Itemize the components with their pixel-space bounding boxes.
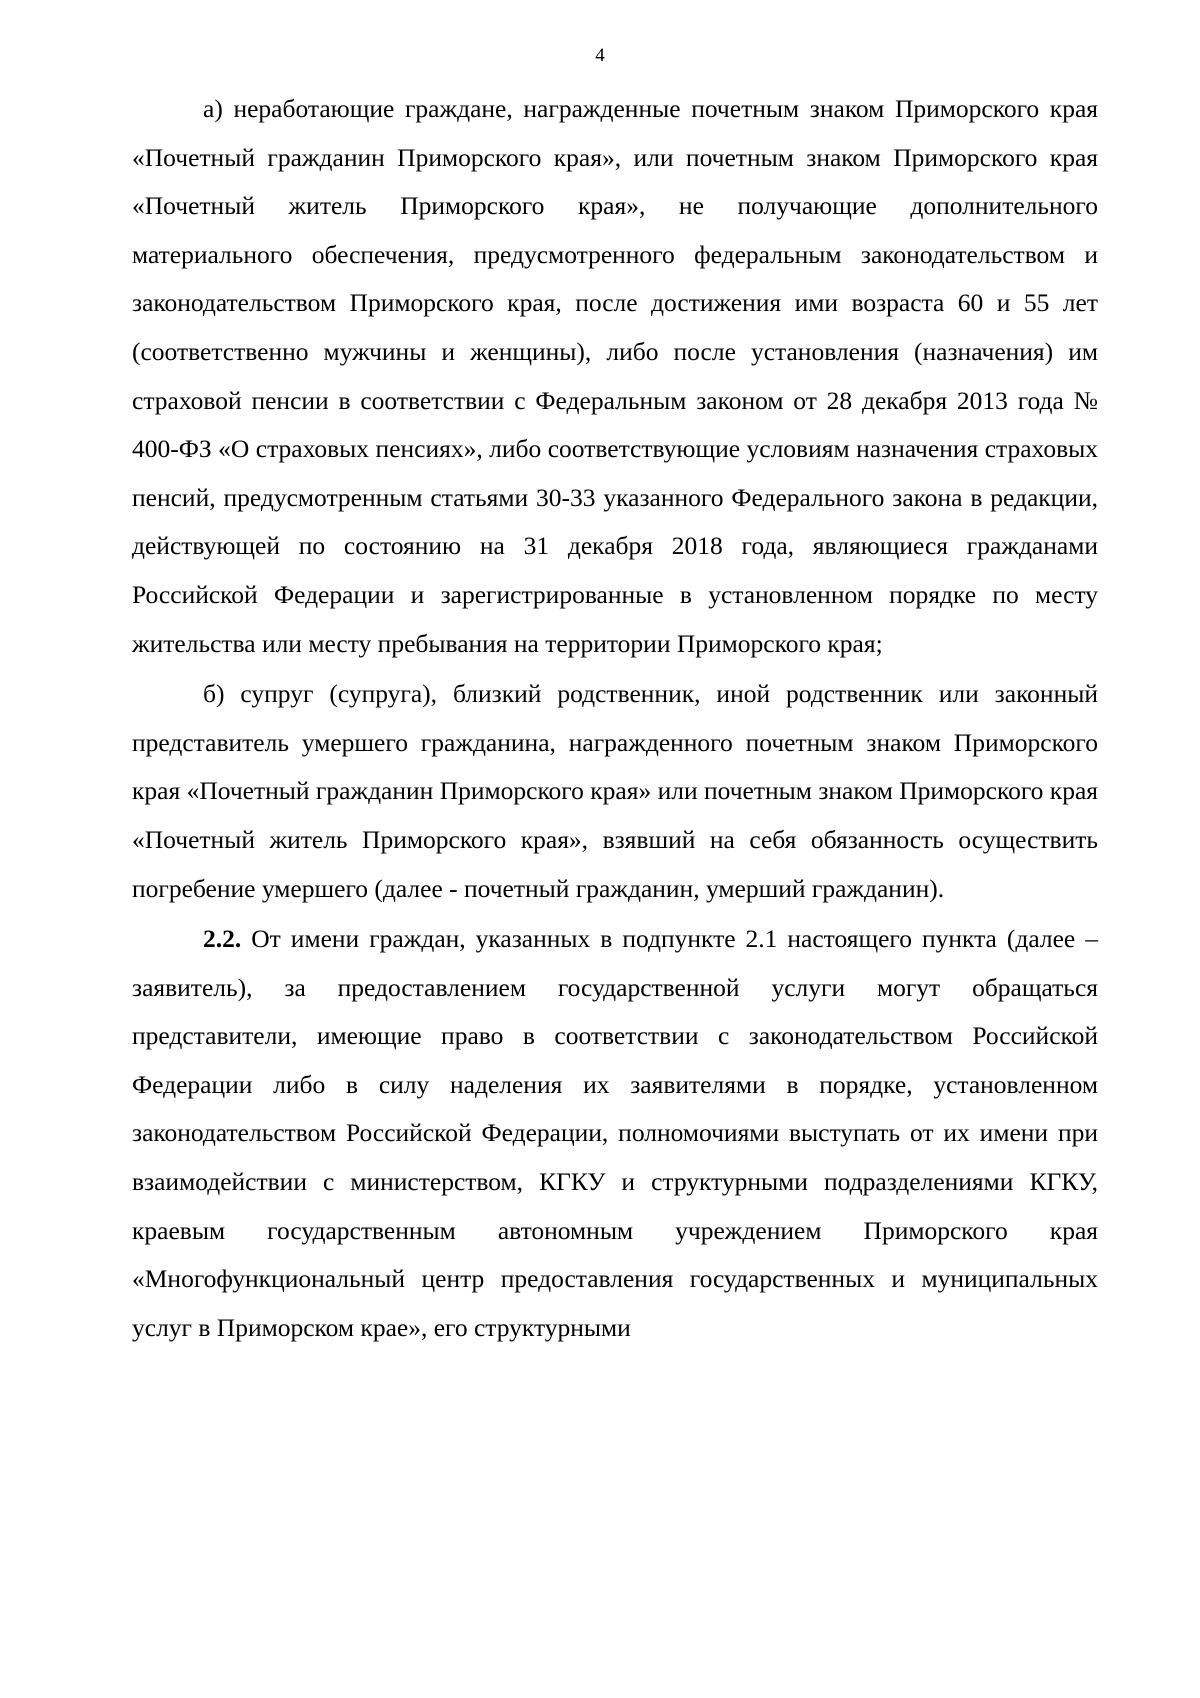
section-number: 2.2. [203,924,242,954]
paragraph-2-2 [132,915,1098,1352]
document-body [132,85,1098,1352]
paragraph-b: б) супруг (супруга), близкий родственник, иной родственник или законный представитель умершего гражданина, награжденного почетным знаком Приморского края «Почетный гражданин Приморского края» или почетным знаком Приморского края «Почетный житель Приморского края», взявший на себя обязанность осуществить погребение умершего (далее - почетный гражданин, умерший гражданин). [132,679,1098,903]
section-text: От имени граждан, указанных в подпункте 2.1 настоящего пункта (далее – заявитель), за предоставлением государственной услуги могут обращаться представители, имеющие право в соответствии с законодательством Российской Федерации либо в силу наделения их заявителями в порядке, установленном законодательством Российской Федерации, полномочиями выступать от их имени при взаимодействии с министерством, КГКУ и структурными подразделениями КГКУ, краевым государственным автономным учреждением Приморского края «Многофункциональный центр предоставления государственных и муниципальных услуг в Приморском крае», его структурными [132,924,1098,1342]
page-number: 4 [595,45,605,66]
paragraph-a: а) неработающие граждане, награжденные почетным знаком Приморского края «Почетный гражданин Приморского края», или почетным знаком Приморского края «Почетный житель Приморского края», не получающие дополнительного материального обеспечения, предусмотренного федеральным законодательством и законодательством Приморского края, после достижения ими возраста 60 и 55 лет (соответственно мужчины и женщины), либо после установления (назначения) им страховой пенсии в соответствии с Федеральным законом от 28 декабря 2013 года № 400-ФЗ «О страховых пенсиях», либо соответствующие условиям назначения страховых пенсий, предусмотренным статьями 30-33 указанного Федерального закона в редакции, действующей по состоянию на 31 декабря 2018 года, являющиеся гражданами Российской Федерации и зарегистрированные в установленном порядке по месту жительства или месту пребывания на территории Приморского края; [132,94,1098,658]
